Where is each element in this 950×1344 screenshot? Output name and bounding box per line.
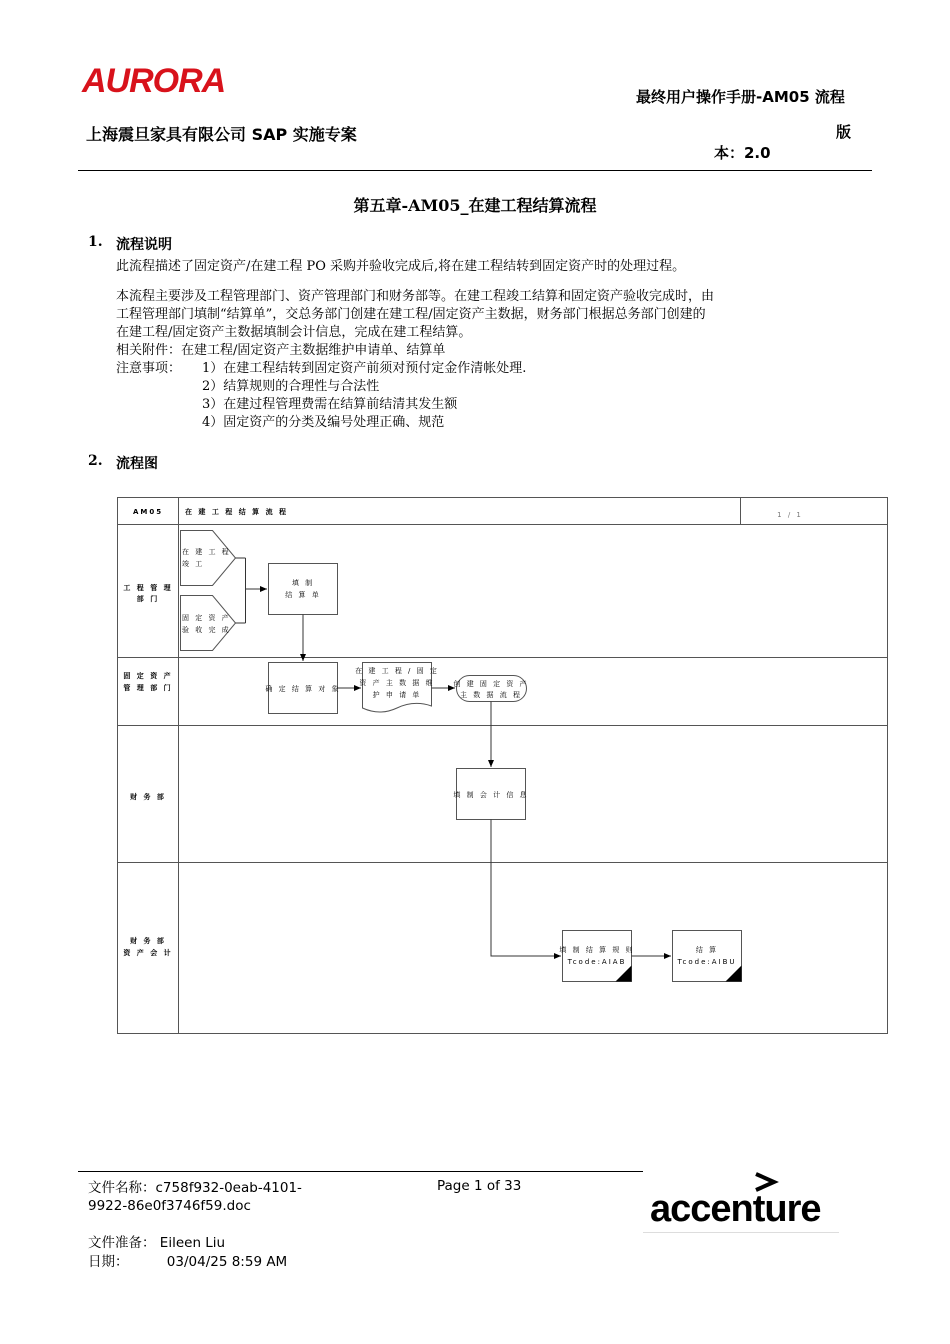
version-label: 本：2.0 (714, 144, 771, 162)
node-label: 资 产 主 数 据 维 (359, 679, 435, 687)
note-item: 2）结算规则的合理性与合法性 (202, 379, 380, 394)
node-label: 填 制 (291, 579, 315, 587)
company-name: 上海震旦家具有限公司 SAP 实施专案 (86, 125, 357, 144)
node-label: 结 算 (695, 946, 719, 954)
flowchart-frame (118, 498, 888, 1034)
manual-title: 最终用户操作手册-AM05 流程 (636, 88, 845, 106)
node-label: 确 定 结 算 对 象 (265, 685, 341, 693)
lane-label-engineering: 部 门 (136, 595, 160, 603)
accenture-logo: accenture (650, 1188, 821, 1230)
chapter-title: 第五章-AM05_在建工程结算流程 (353, 196, 597, 215)
start-event-construction-complete (181, 531, 236, 586)
node-label: 固 定 资 产 (182, 614, 231, 622)
lane-label-asset-accounting: 财 务 部 (130, 937, 166, 945)
note-item: 1）在建工程结转到固定资产前须对预付定金作清帐处理. (202, 361, 527, 376)
node-label: 竣 工 (182, 560, 205, 568)
flow-title: 在 建 工 程 结 算 流 程 (185, 508, 289, 516)
logo-underline (643, 1232, 839, 1233)
notes-label: 注意事项： (116, 361, 182, 376)
node-label: 护 申 请 单 (372, 691, 422, 699)
date-label: 日期： (88, 1254, 129, 1270)
note-item: 4）固定资产的分类及编号处理正确、规范 (202, 415, 445, 430)
section2-number: 2. (88, 453, 103, 469)
paragraph2-line: 本流程主要涉及工程管理部门、资产管理部门和财务部等。在建工程竣工结算和固定资产验收完成时，由 (116, 289, 715, 304)
filename-value-cont: 9922-86e0f3746f59.doc (88, 1198, 251, 1214)
task-fill-settlement-sheet (269, 564, 338, 615)
task-settlement-aibu (673, 931, 742, 982)
prep-name: Eileen Liu (159, 1235, 226, 1251)
node-label: 结 算 单 (285, 591, 321, 599)
paragraph2-line: 在建工程/固定资产主数据填制会计信息，完成在建工程结算。 (116, 325, 472, 340)
section1-title: 流程说明 (116, 237, 172, 253)
lane-label-finance: 财 务 部 (130, 793, 166, 801)
lane-label-asset-accounting: 资 产 会 计 (123, 949, 173, 957)
date-value: 03/04/25 8:59 AM (166, 1254, 288, 1270)
footer-prepared-by (88, 1234, 225, 1252)
prep-label: 文件准备： (88, 1235, 156, 1251)
footer-page-number: Page 1 of 33 (437, 1178, 522, 1194)
section1-number: 1. (88, 234, 103, 250)
task-settlement-rule-aiab (563, 931, 632, 982)
lane-label-asset-mgmt: 管 理 部 门 (123, 684, 173, 692)
attachments-line: 相关附件：在建工程/固定资产主数据维护申请单、结算单 (116, 343, 446, 358)
node-label: 创 建 固 定 资 产 (453, 680, 529, 688)
node-label: 验 收 完 成 (182, 626, 231, 634)
node-label: 填 制 结 算 规 则 (559, 946, 635, 954)
arrow (491, 820, 561, 957)
flow-page: 1 / 1 (777, 511, 803, 519)
filename-label: 文件名称： (88, 1180, 156, 1196)
node-label: 在 建 工 程 (182, 548, 231, 556)
node-label: Tcode:AIBU (677, 958, 737, 966)
paragraph2-line: 工程管理部门填制“结算单”，交总务部门创建在建工程/固定资产主数据，财务部门根据总务部门创建的 (116, 307, 706, 322)
lane-label-asset-mgmt: 固 定 资 产 (123, 672, 173, 680)
flow-code: AM05 (132, 508, 164, 516)
start-event-asset-accepted (181, 596, 236, 651)
footer-divider (78, 1171, 643, 1172)
filename-value: c758f932-0eab-4101- (155, 1180, 302, 1196)
section1-paragraph1: 此流程描述了固定资产/在建工程 PO 采购并验收完成后,将在建工程结转到固定资产时的处理过程。 (116, 259, 686, 274)
section2-title: 流程图 (116, 456, 158, 472)
version-prefix: 版 (836, 123, 852, 141)
node-label: 主 数 据 流 程 (460, 691, 522, 699)
lane-label-engineering: 工 程 管 理 (123, 584, 173, 592)
footer-date (88, 1253, 287, 1271)
node-label: Tcode:AIAB (567, 958, 627, 966)
footer-filename (88, 1179, 302, 1215)
node-label: 填 制 会 计 信 息 (453, 791, 529, 799)
node-label: 在 建 工 程 / 固 定 (355, 667, 439, 675)
aurora-logo: AURORA (82, 62, 226, 100)
note-item: 3）在建过程管理费需在结算前结清其发生额 (202, 397, 458, 412)
